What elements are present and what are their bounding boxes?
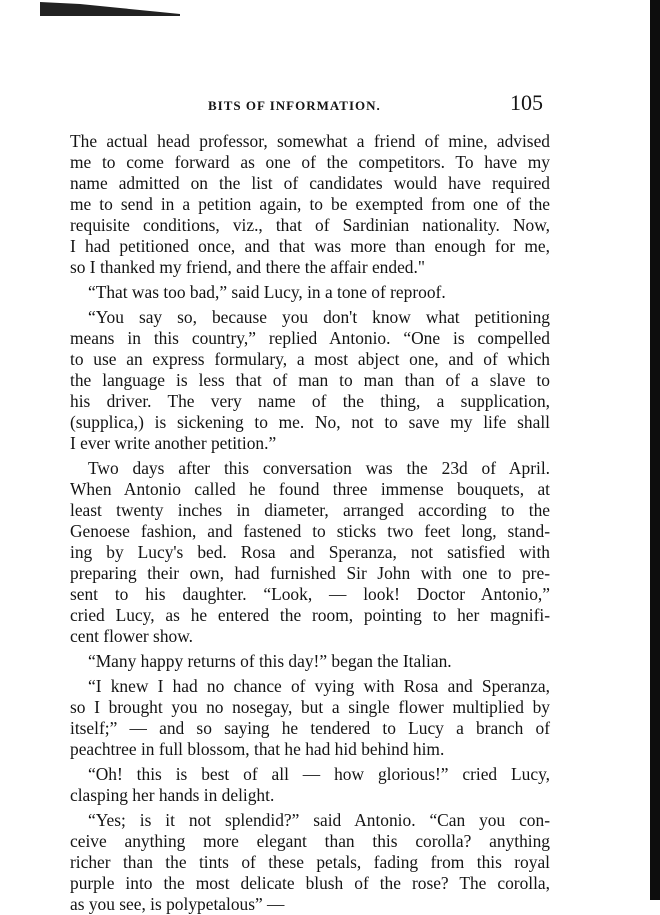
- page-number: 105: [510, 90, 543, 115]
- paragraph: [70, 764, 550, 806]
- text-line: least twenty inches in diameter, arranged according to the: [70, 500, 550, 520]
- text-line: I had petitioned once, and that was more than enough for me,: [70, 236, 550, 256]
- text-line: “Many happy returns of this day!” began the Italian.: [88, 651, 452, 671]
- paragraph: [70, 810, 550, 915]
- text-line: cent flower show.: [70, 626, 193, 646]
- text-line: “That was too bad,” said Lucy, in a tone of reproof.: [88, 282, 446, 302]
- text-line: ceive anything more elegant than this corolla? anything: [70, 831, 550, 851]
- paragraph: [70, 651, 550, 672]
- text-line: sent to his daughter. “Look, — look! Doctor Antonio,”: [70, 584, 550, 604]
- text-line: When Antonio called he found three immense bouquets, at: [70, 479, 550, 499]
- paragraph: [70, 307, 550, 454]
- text-line: means in this country,” replied Antonio. “One is compelled: [70, 328, 550, 348]
- text-line: clasping her hands in delight.: [70, 785, 275, 805]
- paragraph: [70, 676, 550, 760]
- text-line: requisite conditions, viz., that of Sardinian nationality. Now,: [70, 215, 550, 235]
- running-head: BITS OF INFORMATION.: [208, 98, 381, 113]
- text-line: itself;” — and so saying he tendered to Lucy a branch of: [70, 718, 550, 738]
- text-line: “Yes; is it not splendid?” said Antonio. “Can you con-: [88, 810, 550, 830]
- text-line: as you see, is polypetalous” —: [70, 894, 285, 914]
- text-line: richer than the tints of these petals, fading from this royal: [70, 852, 550, 872]
- text-line: me to send in a petition again, to be exempted from one of the: [70, 194, 550, 214]
- body-text: [70, 131, 550, 915]
- text-line: peachtree in full blossom, that he had hid behind him.: [70, 739, 445, 759]
- text-line: “Oh! this is best of all — how glorious!” cried Lucy,: [88, 764, 550, 784]
- paragraph: [70, 282, 550, 303]
- text-line: purple into the most delicate blush of the rose? The corolla,: [70, 873, 550, 893]
- scan-edge-right: [650, 0, 660, 900]
- text-line: the language is less that of man to man than of a slave to: [70, 370, 550, 390]
- paragraph: [70, 131, 550, 278]
- text-line: so I brought you no nosegay, but a single flower multiplied by: [70, 697, 550, 717]
- text-line: his driver. The very name of the thing, a supplication,: [70, 391, 550, 411]
- scan-edge-mark: [40, 0, 180, 16]
- text-line: Two days after this conversation was the 23d of April.: [88, 458, 550, 478]
- text-line: (supplica,) is sickening to me. No, not to save my life shall: [70, 412, 550, 432]
- text-line: I ever write another petition.”: [70, 433, 277, 453]
- text-line: The actual head professor, somewhat a friend of mine, advised: [70, 131, 550, 151]
- text-line: “You say so, because you don't know what petitioning: [88, 307, 550, 327]
- text-line: ing by Lucy's bed. Rosa and Speranza, not satisfied with: [70, 542, 550, 562]
- text-line: me to come forward as one of the competitors. To have my: [70, 152, 550, 172]
- text-line: name admitted on the list of candidates would have required: [70, 173, 550, 193]
- page-header: [70, 90, 550, 120]
- text-line: so I thanked my friend, and there the affair ended.": [70, 257, 425, 277]
- text-line: cried Lucy, as he entered the room, pointing to her magnifi-: [70, 605, 550, 625]
- text-line: preparing their own, had furnished Sir John with one to pre-: [70, 563, 550, 583]
- text-line: to use an express formulary, a most abject one, and of which: [70, 349, 550, 369]
- paragraph: [70, 458, 550, 647]
- text-line: “I knew I had no chance of vying with Rosa and Speranza,: [88, 676, 550, 696]
- text-line: Genoese fashion, and fastened to sticks two feet long, stand-: [70, 521, 550, 541]
